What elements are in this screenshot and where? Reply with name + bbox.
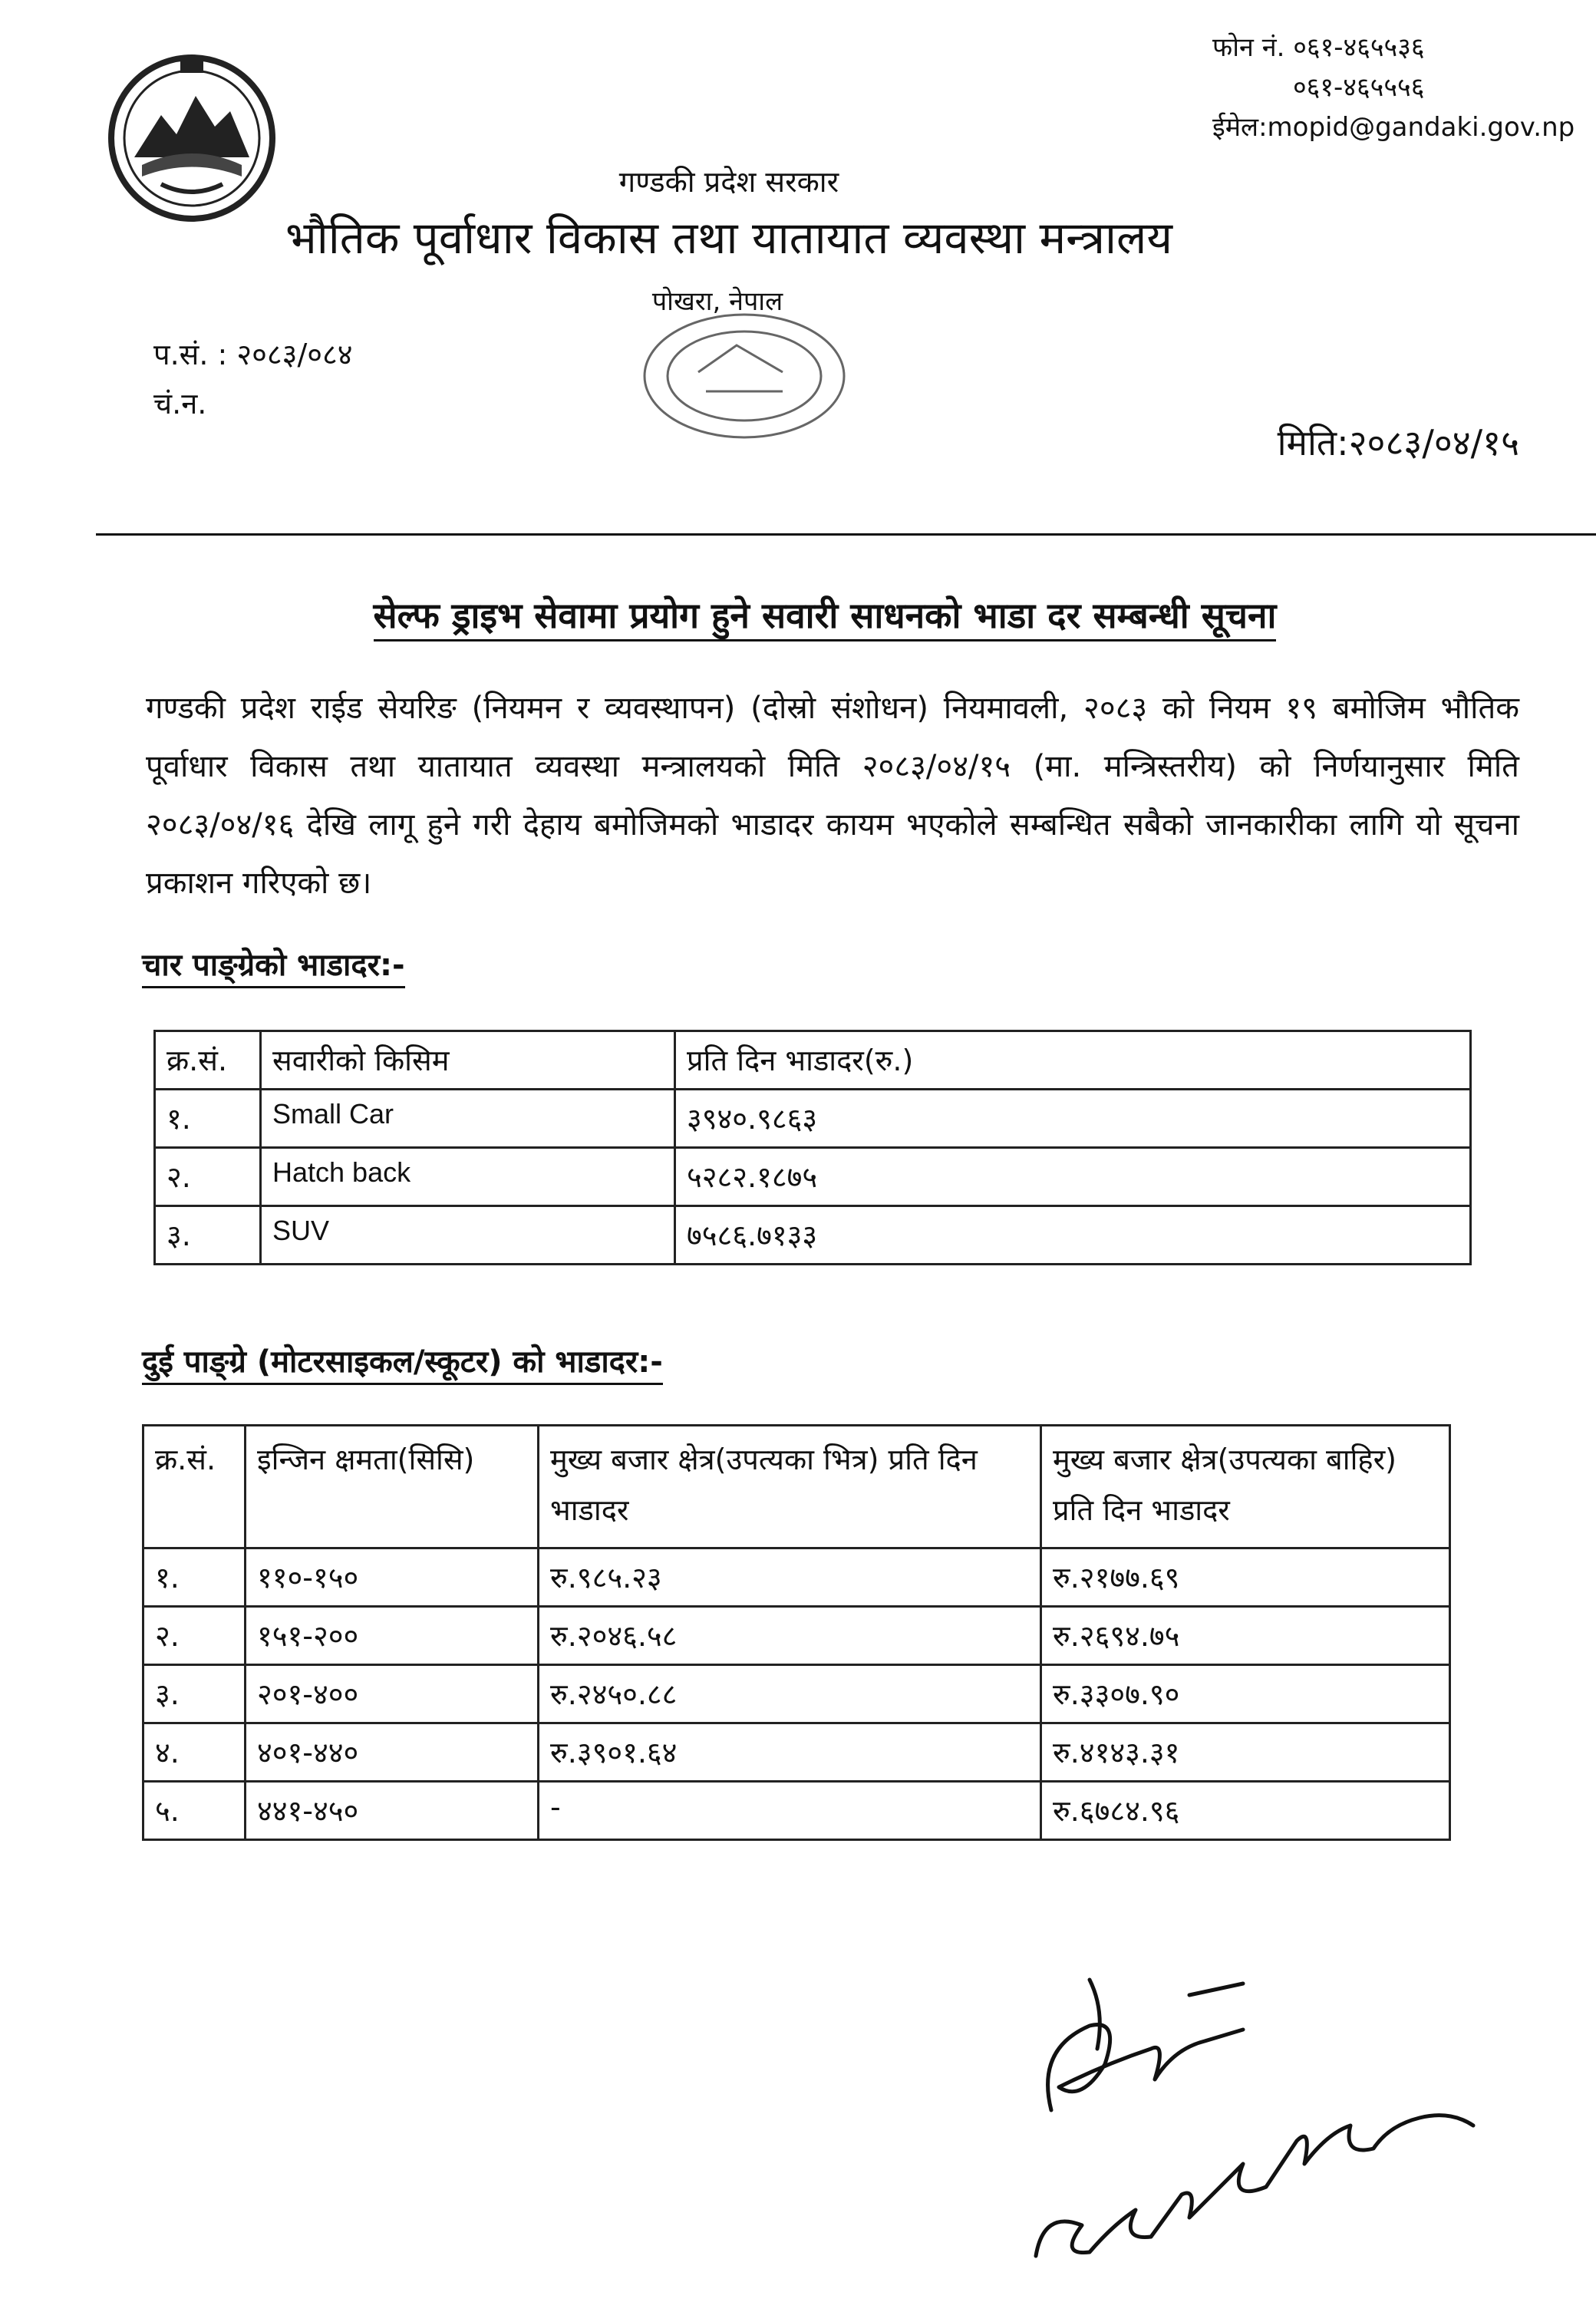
row-engine-capacity: २०१-४०० — [246, 1665, 539, 1723]
row-sn: १. — [155, 1090, 261, 1148]
row-engine-capacity: ४४१-४५० — [246, 1782, 539, 1840]
row-engine-capacity: १५१-२०० — [246, 1607, 539, 1665]
row-daily-rate: ३९४०.९८६३ — [675, 1090, 1471, 1148]
date-label: मिति: — [1277, 422, 1349, 463]
table-header-row — [155, 1031, 1471, 1090]
table-row — [143, 1782, 1450, 1840]
document-date: २०८३/०४/१५ — [1348, 422, 1519, 463]
contact-block — [1189, 28, 1588, 147]
col-header-rate-inside-valley: मुख्य बजार क्षेत्र(उपत्यका भित्र) प्रति दिन भाडादर — [539, 1426, 1041, 1548]
phone-number-1: ०६१-४६५५३६ — [1293, 32, 1425, 63]
phone-label: फोन नं. — [1212, 32, 1285, 63]
notice-body: गण्डकी प्रदेश राईड सेयरिङ (नियमन र व्यवस्थापन) (दोस्रो संशोधन) नियमावली, २०८३ को नियम १९ बमोजिम भौतिक पूर्वाधार विकास तथा यातायात व्यवस्था मन्त्रालयको मिति २०८३/०४/१५ (मा. मन्त्रिस्तरीय) को निर्णयानुसार मिति २०८३/०४/१६ देखि लागू हुने गरी देहाय बमोजिमको भाडादर कायम भएकोले सम्बन्धित सबैको जानकारीका लागि यो सूचना प्रकाशन गरिएको छ। — [146, 691, 1519, 901]
col-header-sn: क्र.सं. — [143, 1426, 246, 1548]
row-rate-outside-valley: रु.२१७७.६९ — [1041, 1548, 1450, 1607]
row-vehicle-type: Hatch back — [261, 1148, 675, 1206]
row-rate-outside-valley: रु.६७८४.९६ — [1041, 1782, 1450, 1840]
two-wheeler-heading-wrap — [142, 1339, 663, 1381]
col-header-sn: क्र.सं. — [155, 1031, 261, 1090]
phone-line-2 — [1189, 68, 1588, 107]
handwritten-signature — [990, 1934, 1512, 2271]
official-stamp — [629, 299, 859, 453]
notice-title-wrap — [0, 591, 1596, 638]
row-rate-inside-valley: - — [539, 1782, 1041, 1840]
row-rate-inside-valley: रु.९८५.२३ — [539, 1548, 1041, 1607]
phone-number-2: ०६१-४६५५५६ — [1293, 72, 1425, 103]
row-sn: २. — [155, 1148, 261, 1206]
row-rate-inside-valley: रु.३९०१.६४ — [539, 1723, 1041, 1782]
four-wheeler-heading: चार पाङ्ग्रेको भाडादर:- — [142, 948, 405, 988]
row-vehicle-type: SUV — [261, 1206, 675, 1265]
dispatch-number-label: चं.न. — [153, 387, 207, 420]
row-sn: १. — [143, 1548, 246, 1607]
table-row — [143, 1665, 1450, 1723]
reference-label: प.सं. : — [153, 338, 228, 371]
row-sn: ३. — [143, 1665, 246, 1723]
col-header-daily-rate: प्रति दिन भाडादर(रु.) — [675, 1031, 1471, 1090]
row-engine-capacity: ११०-१५० — [246, 1548, 539, 1607]
row-rate-inside-valley: रु.२०४६.५८ — [539, 1607, 1041, 1665]
email-line — [1189, 107, 1588, 147]
row-rate-outside-valley: रु.२६९४.७५ — [1041, 1607, 1450, 1665]
date-line — [1278, 418, 1519, 466]
phone-line-1 — [1189, 28, 1588, 68]
reference-number: २०८३/०८४ — [236, 338, 353, 371]
row-daily-rate: ७५८६.७१३३ — [675, 1206, 1471, 1265]
email-label: ईमेल: — [1212, 112, 1268, 143]
row-sn: ३. — [155, 1206, 261, 1265]
two-wheeler-heading: दुई पाङ्ग्रे (मोटरसाइकल/स्कूटर) को भाडादर:- — [142, 1344, 663, 1385]
table-row — [143, 1723, 1450, 1782]
col-header-engine-capacity: इन्जिन क्षमता(सिसि) — [246, 1426, 539, 1548]
table-row — [143, 1548, 1450, 1607]
row-sn: ५. — [143, 1782, 246, 1840]
office-location: पोखरा, नेपाल — [651, 286, 783, 317]
ministry-name: भौतिक पूर्वाधार विकास तथा यातायात व्यवस्था मन्त्रालय — [285, 212, 1173, 264]
row-rate-outside-valley: रु.३३०७.९० — [1041, 1665, 1450, 1723]
col-header-vehicle-type: सवारीको किसिम — [261, 1031, 675, 1090]
government-name: गण्डकी प्रदेश सरकार — [618, 165, 839, 199]
four-wheeler-table — [153, 1030, 1472, 1265]
table-row — [155, 1090, 1471, 1148]
table-row — [155, 1148, 1471, 1206]
row-rate-inside-valley: रु.२४५०.८८ — [539, 1665, 1041, 1723]
table-header-row — [143, 1426, 1450, 1548]
table-row — [155, 1206, 1471, 1265]
email-address: mopid@gandaki.gov.np — [1267, 112, 1575, 143]
notice-title: सेल्फ ड्राइभ सेवामा प्रयोग हुने सवारी साधनको भाडा दर सम्बन्धी सूचना — [374, 595, 1277, 641]
row-sn: २. — [143, 1607, 246, 1665]
table-row — [143, 1607, 1450, 1665]
row-vehicle-type: Small Car — [261, 1090, 675, 1148]
col-header-rate-outside-valley: मुख्य बजार क्षेत्र(उपत्यका बाहिर) प्रति दिन भाडादर — [1041, 1426, 1450, 1548]
row-rate-outside-valley: रु.४१४३.३१ — [1041, 1723, 1450, 1782]
two-wheeler-table — [142, 1424, 1451, 1841]
row-sn: ४. — [143, 1723, 246, 1782]
four-wheeler-heading-wrap — [142, 942, 405, 984]
row-engine-capacity: ४०१-४४० — [246, 1723, 539, 1782]
reference-block — [153, 330, 353, 428]
row-daily-rate: ५२८२.१८७५ — [675, 1148, 1471, 1206]
reference-number-line — [153, 330, 353, 379]
header-divider — [96, 533, 1596, 536]
